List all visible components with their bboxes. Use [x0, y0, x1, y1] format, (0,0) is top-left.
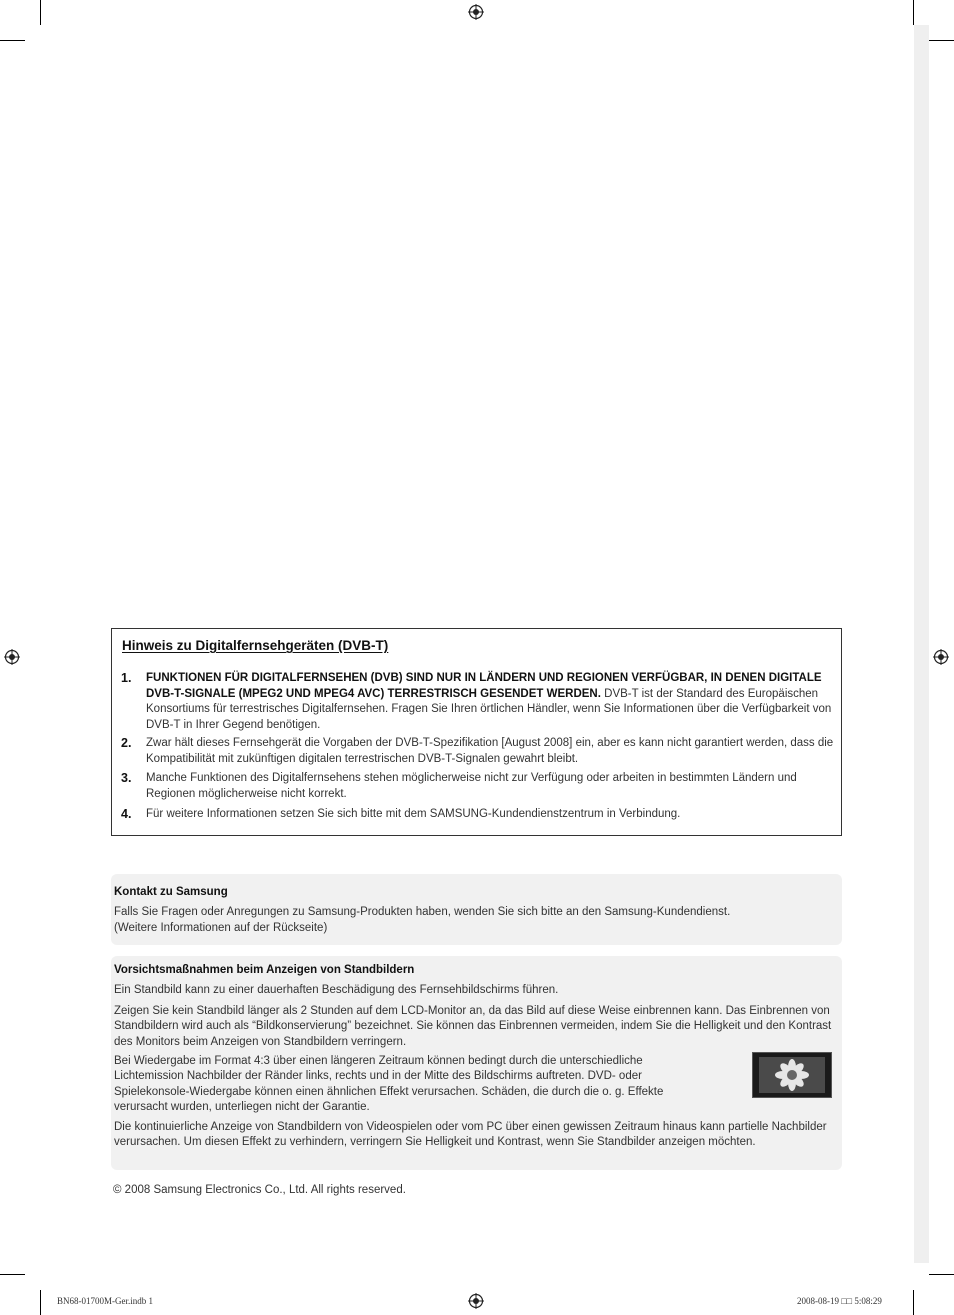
registration-mark-icon [4, 649, 20, 665]
precautions-title: Vorsichtsmaßnahmen beim Anzeigen von Standbildern [114, 964, 415, 976]
footer-file-name: BN68-01700M-Ger.indb 1 [57, 1296, 153, 1306]
crop-mark-bottom-left-v [40, 1290, 41, 1315]
precautions-paragraph: Die kontinuierliche Anzeige von Standbildern von Videospielen oder vom PC über einen gewissen Zeitraum hinaus kann partielle Nachbilder verursachen. Um diesen Effekt zu verhindern, verringern Sie Helligkeit und Kontrast, wenn Sie Standbilder anzeigen möchten. [114, 1121, 827, 1149]
crop-mark-top-right-h [929, 40, 954, 41]
registration-mark-icon [468, 4, 484, 20]
item-text: Zwar hält dieses Fernsehgerät die Vorgaben der DVB-T-Spezifikation [August 2008] ein, aber es kann nicht garantiert werden, dass die Kompatibilität mit zukünftigen digitalen terrestrischen DVB-T-Signalen gewahrt bleibt. [146, 737, 834, 765]
crop-mark-top-left-v [40, 0, 41, 25]
item-text: Für weitere Informationen setzen Sie sich bitte mit dem SAMSUNG-Kundendienstzentrum in Verbindung. [146, 808, 681, 820]
tv-flower-icon [752, 1052, 832, 1098]
item-number: 4. [121, 807, 132, 821]
contact-panel [111, 874, 842, 945]
item-bold-text: FUNKTIONEN FÜR DIGITALFERNSEHEN (DVB) SIND NUR IN LÄNDERN UND REGIONEN VERFÜGBAR, IN DENEN DIGITALE DVB-T-SIGNALE (MPEG2 UND MPEG4 AVC) TERRESTRISCH GESENDET WERDEN. [146, 672, 822, 700]
contact-title: Kontakt zu Samsung [114, 886, 228, 898]
item-number: 1. [121, 671, 132, 685]
item-text [146, 671, 838, 733]
precautions-paragraph: Bei Wiedergabe im Format 4:3 über einen längeren Zeitraum können bedingt durch die unterschiedliche Lichtemission Nachbilder der Ränder links, rechts und in der Mitte des Bildschirms auftreten. DVD- oder Spielekonsole-Wiedergabe können einen ähnlichen Effekt verursachen. Schäden, die durch die o. g. Effekte verursacht wurden, unterliegen nicht der Garantie. [114, 1055, 664, 1113]
item-text: Manche Funktionen des Digitalfernsehens stehen möglicherweise nicht zur Verfügung oder arbeiten in bestimmten Ländern und Regionen möglicherweise nicht korrekt. [146, 772, 797, 800]
footer-timestamp: 2008-08-19 □□ 5:08:29 [797, 1296, 882, 1306]
precautions-panel [111, 956, 842, 1170]
crop-mark-bottom-left-h [0, 1274, 25, 1275]
contact-text: Falls Sie Fragen oder Anregungen zu Samsung-Produkten haben, wenden Sie sich bitte an den Samsung-Kundendienst. [114, 906, 731, 918]
contact-note: (Weitere Informationen auf der Rückseite) [114, 922, 328, 934]
precautions-paragraph: Ein Standbild kann zu einer dauerhaften Beschädigung des Fernsehbildschirms führen. [114, 984, 559, 996]
registration-mark-icon [933, 649, 949, 665]
side-strip [914, 25, 929, 1263]
precautions-paragraph: Zeigen Sie kein Standbild länger als 2 Stunden auf dem LCD-Monitor an, da das Bild auf diese Weise einbrennen kann. Das Einbrennen von Standbildern wird auch als “Bildkonservierung” bezeichnet. Sie können das Einbrennen vermeiden, indem Sie die Helligkeit und den Kontrast des Monitors beim Anzeigen von Standbildern verringern. [114, 1005, 832, 1048]
item-number: 3. [121, 771, 132, 785]
crop-mark-top-left-h [0, 40, 25, 41]
item-number: 2. [121, 736, 132, 750]
copyright-text: © 2008 Samsung Electronics Co., Ltd. All rights reserved. [113, 1184, 406, 1196]
crop-mark-bottom-right-v [913, 1290, 914, 1315]
dvb-notice-title: Hinweis zu Digitalfernsehgeräten (DVB-T) [122, 638, 389, 653]
dvb-notice-box [111, 628, 842, 836]
item-regular-text: DVB-T ist der Standard des Europäischen Konsortiums für terrestrisches Digitalfernsehen. Fragen Sie Ihren örtlichen Händler, wenn Sie Informationen über die Verfügbarkeit von DVB-T in Ihrer Gegend benötigen. [146, 687, 832, 731]
crop-mark-bottom-right-h [929, 1274, 954, 1275]
registration-mark-icon [468, 1293, 484, 1309]
crop-mark-top-right-v [913, 0, 914, 25]
